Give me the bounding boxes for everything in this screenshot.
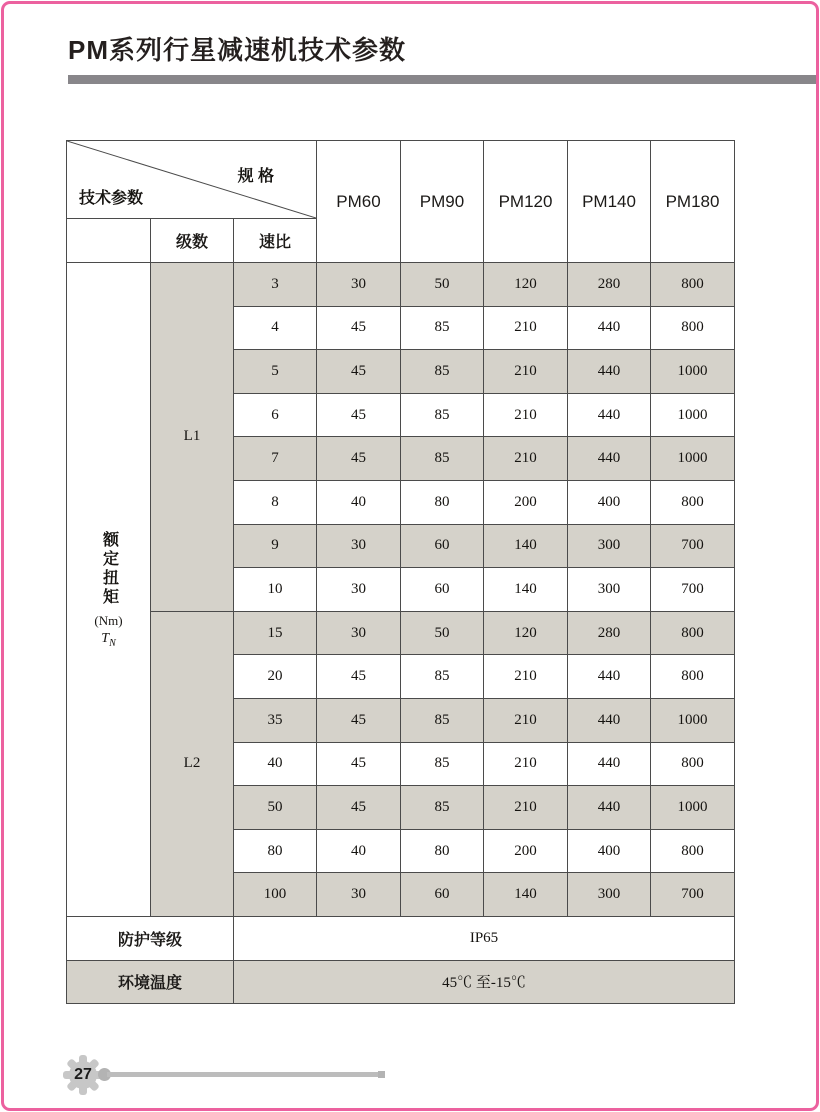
value-cell: 45: [317, 437, 401, 481]
parameters-table: [66, 140, 735, 1004]
ratio-cell: 35: [234, 698, 317, 742]
page-title: PM系列行星减速机技术参数: [68, 35, 407, 65]
ratio-cell: 20: [234, 655, 317, 699]
protection-value: IP65: [234, 916, 735, 960]
stage-l2-cell: L2: [151, 611, 234, 916]
stage-header: 级数: [151, 219, 234, 263]
value-cell: 210: [484, 786, 568, 830]
torque-label-cell: [67, 263, 151, 917]
ratio-cell: 8: [234, 480, 317, 524]
value-cell: 700: [651, 568, 735, 612]
value-cell: 440: [568, 698, 651, 742]
ratio-cell: 40: [234, 742, 317, 786]
column-header-pm60: PM60: [317, 141, 401, 263]
value-cell: 45: [317, 306, 401, 350]
value-cell: 140: [484, 524, 568, 568]
value-cell: 60: [401, 873, 484, 917]
empty-header-cell: [67, 219, 151, 263]
value-cell: 60: [401, 524, 484, 568]
page-number-gear-icon: [65, 1057, 101, 1093]
value-cell: 120: [484, 611, 568, 655]
value-cell: 30: [317, 873, 401, 917]
value-cell: 80: [401, 480, 484, 524]
value-cell: 800: [651, 263, 735, 307]
value-cell: 45: [317, 393, 401, 437]
value-cell: 210: [484, 306, 568, 350]
value-cell: 85: [401, 306, 484, 350]
value-cell: 85: [401, 393, 484, 437]
ratio-cell: 5: [234, 350, 317, 394]
value-cell: 700: [651, 873, 735, 917]
value-cell: 210: [484, 437, 568, 481]
spec-table: [66, 140, 735, 1004]
footer-rule-endcap: [378, 1071, 385, 1078]
value-cell: 45: [317, 786, 401, 830]
protection-label: 防护等级: [67, 916, 234, 960]
value-cell: 140: [484, 873, 568, 917]
value-cell: 50: [401, 611, 484, 655]
value-cell: 45: [317, 698, 401, 742]
value-cell: 200: [484, 829, 568, 873]
footer-rule: [107, 1072, 379, 1077]
value-cell: 400: [568, 829, 651, 873]
value-cell: 1000: [651, 393, 735, 437]
ratio-cell: 80: [234, 829, 317, 873]
value-cell: 85: [401, 350, 484, 394]
ratio-cell: 9: [234, 524, 317, 568]
value-cell: 300: [568, 873, 651, 917]
ratio-cell: 50: [234, 786, 317, 830]
value-cell: 85: [401, 698, 484, 742]
value-cell: 440: [568, 350, 651, 394]
torque-label: 额定扭矩: [100, 530, 118, 607]
value-cell: 700: [651, 524, 735, 568]
value-cell: 800: [651, 480, 735, 524]
ratio-cell: 3: [234, 263, 317, 307]
torque-symbol: $T_N$: [101, 630, 116, 649]
ratio-cell: 15: [234, 611, 317, 655]
ratio-cell: 10: [234, 568, 317, 612]
title-underline-bar: [68, 75, 816, 84]
value-cell: 140: [484, 568, 568, 612]
ratio-cell: 6: [234, 393, 317, 437]
stage-l1-cell: L1: [151, 263, 234, 612]
value-cell: 210: [484, 350, 568, 394]
value-cell: 440: [568, 437, 651, 481]
value-cell: 30: [317, 568, 401, 612]
value-cell: 440: [568, 786, 651, 830]
value-cell: 1000: [651, 437, 735, 481]
value-cell: 200: [484, 480, 568, 524]
temperature-label: 环境温度: [67, 960, 234, 1003]
value-cell: 85: [401, 742, 484, 786]
header-param-label: 技术参数: [79, 190, 144, 207]
torque-unit: (Nm): [94, 612, 123, 628]
value-cell: 45: [317, 655, 401, 699]
table-row: [67, 611, 735, 655]
ratio-cell: 100: [234, 873, 317, 917]
value-cell: 300: [568, 568, 651, 612]
value-cell: 440: [568, 655, 651, 699]
value-cell: 60: [401, 568, 484, 612]
value-cell: 210: [484, 655, 568, 699]
value-cell: 45: [317, 350, 401, 394]
temperature-row: [67, 960, 735, 1003]
value-cell: 30: [317, 263, 401, 307]
value-cell: 800: [651, 829, 735, 873]
column-header-pm90: PM90: [401, 141, 484, 263]
value-cell: 80: [401, 829, 484, 873]
value-cell: 440: [568, 306, 651, 350]
value-cell: 1000: [651, 698, 735, 742]
value-cell: 280: [568, 263, 651, 307]
value-cell: 400: [568, 480, 651, 524]
value-cell: 280: [568, 611, 651, 655]
table-row: [67, 263, 735, 307]
column-header-pm180: PM180: [651, 141, 735, 263]
value-cell: 210: [484, 393, 568, 437]
page-number: 27: [69, 1061, 97, 1089]
value-cell: 440: [568, 742, 651, 786]
value-cell: 30: [317, 611, 401, 655]
value-cell: 40: [317, 480, 401, 524]
header-spec-label: 规 格: [237, 168, 275, 185]
ratio-cell: 4: [234, 306, 317, 350]
value-cell: 1000: [651, 350, 735, 394]
temperature-value: 45℃ 至-15℃: [234, 960, 735, 1003]
protection-row: [67, 916, 735, 960]
value-cell: 210: [484, 742, 568, 786]
value-cell: 45: [317, 742, 401, 786]
value-cell: 800: [651, 655, 735, 699]
ratio-cell: 7: [234, 437, 317, 481]
value-cell: 85: [401, 786, 484, 830]
column-header-pm140: PM140: [568, 141, 651, 263]
value-cell: 800: [651, 306, 735, 350]
value-cell: 85: [401, 655, 484, 699]
value-cell: 1000: [651, 786, 735, 830]
value-cell: 85: [401, 437, 484, 481]
value-cell: 440: [568, 393, 651, 437]
header-row-1: [67, 141, 735, 219]
value-cell: 40: [317, 829, 401, 873]
value-cell: 210: [484, 698, 568, 742]
value-cell: 30: [317, 524, 401, 568]
value-cell: 50: [401, 263, 484, 307]
value-cell: 120: [484, 263, 568, 307]
column-header-pm120: PM120: [484, 141, 568, 263]
value-cell: 300: [568, 524, 651, 568]
diagonal-header-cell: [67, 141, 317, 219]
value-cell: 800: [651, 742, 735, 786]
value-cell: 800: [651, 611, 735, 655]
ratio-header: 速比: [234, 219, 317, 263]
